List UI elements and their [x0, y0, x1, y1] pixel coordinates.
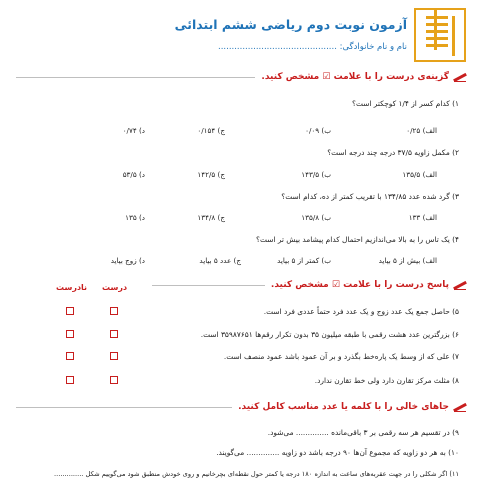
option-2d[interactable]: د) ۵۳/۵ [122, 170, 145, 179]
section2-heading: پاسخ درست را با علامت ☑ مشخص کنید. [270, 280, 449, 290]
option-2a[interactable]: الف) ۱۳۵/۵ [402, 170, 437, 179]
option-3b[interactable]: ب) ۱۳۵/۸ [301, 213, 331, 222]
true-checkbox-8[interactable] [110, 376, 118, 384]
option-2b[interactable]: ب) ۱۴۳/۵ [301, 170, 331, 179]
question-4: ۴) یک تاس را به بالا می‌اندازیم احتمال کدام پیشامد بیش تر است؟ [256, 235, 459, 244]
statement-6: ۶) بزرگترین عدد هشت رقمی با طبقه میلیون ۳۵ بدون تکرار رقم‌ها ۳۵۹۸۷۶۵۱ است. [200, 330, 459, 339]
true-checkbox-5[interactable] [110, 307, 118, 315]
false-column-header: نادرست [56, 283, 88, 292]
statement-7: ۷) علی که از وسط یک پاره‌خط بگذرد و بر آن عمود باشد عمود منصف است. [223, 352, 459, 361]
pencil-icon [453, 280, 467, 290]
option-1a[interactable]: الف) ۰/۲۵ [406, 126, 437, 135]
option-1b[interactable]: ب) ۰/۰۹ [305, 126, 331, 135]
divider [16, 77, 255, 78]
divider [16, 407, 232, 408]
false-checkbox-8[interactable] [66, 376, 74, 384]
section1-heading: گزینه‌ی درست را با علامت ☑ مشخص کنید. [261, 72, 449, 82]
question-1: ۱) کدام کسر از ۱/۴ کوچکتر است؟ [352, 99, 459, 108]
statement-5: ۵) حاصل جمع یک عدد زوج و یک عدد فرد حتماً عددی فرد است. [263, 307, 459, 316]
fill-blank-10: ۱۰) به هر دو زاویه که مجموع آن‌ها ۹۰ درجه باشد دو زاویه .............. می‌گویند. [216, 448, 459, 457]
section3-heading: جاهای خالی را با کلمه یا عدد مناسب کامل کنید. [238, 402, 449, 412]
option-4d[interactable]: د) زوج بیاید [110, 256, 145, 265]
option-3a[interactable]: الف) ۱۳۳ [408, 213, 437, 222]
fill-blank-11: ۱۱) اگر شکلی را در جهت عقربه‌های ساعت به اندازه ۱۸۰ درجه یا کمتر حول نقطه‌ای بچرخانیم و روی خودش منطبق شود می‌گوییم شکل .............. [54, 470, 459, 478]
option-2c[interactable]: ج) ۱۴۲/۵ [197, 170, 225, 179]
page-title: آزمون نوبت دوم ریاضی ششم ابتدائی [174, 17, 407, 32]
question-3: ۳) گرد شده عدد ۱۳۴/۸۵ با تقریب کمتر از ده، کدام است؟ [281, 192, 459, 201]
option-3c[interactable]: ج) ۱۳۴/۸ [197, 213, 225, 222]
question-2: ۲) مکمل زاویه ۳۷/۵ درجه چند درجه است؟ [327, 148, 459, 157]
option-3d[interactable]: د) ۱۳۵ [125, 213, 145, 222]
student-name-line: نام و نام خانوادگی: ............................................ [218, 42, 407, 52]
true-checkbox-7[interactable] [110, 352, 118, 360]
statement-8: ۸) مثلث مرکز تقارن دارد ولی خط تقارن ندارد. [314, 376, 459, 385]
false-checkbox-6[interactable] [66, 330, 74, 338]
option-4a[interactable]: الف) بیش از ۵ بیاید [378, 256, 437, 265]
section3-header [14, 400, 467, 414]
pencil-icon [453, 72, 467, 82]
true-column-header: درست [102, 283, 128, 292]
option-4c[interactable]: ج) عدد ۵ بیاید [199, 256, 241, 265]
fill-blank-9: ۹) در تقسیم هر سه رقمی بر ۳ باقی‌مانده .............. می‌شود. [267, 428, 459, 437]
divider [152, 285, 265, 286]
option-1c[interactable]: ج) ۰/۱۵۴ [197, 126, 225, 135]
option-4b[interactable]: ب) کمتر از ۵ بیاید [277, 256, 331, 265]
pencil-icon [453, 402, 467, 412]
document-logo-icon [414, 8, 466, 62]
true-checkbox-6[interactable] [110, 330, 118, 338]
section1-header [14, 70, 467, 84]
false-checkbox-5[interactable] [66, 307, 74, 315]
option-1d[interactable]: د) ۰/۷۴ [122, 126, 145, 135]
section2-header [150, 278, 467, 292]
false-checkbox-7[interactable] [66, 352, 74, 360]
